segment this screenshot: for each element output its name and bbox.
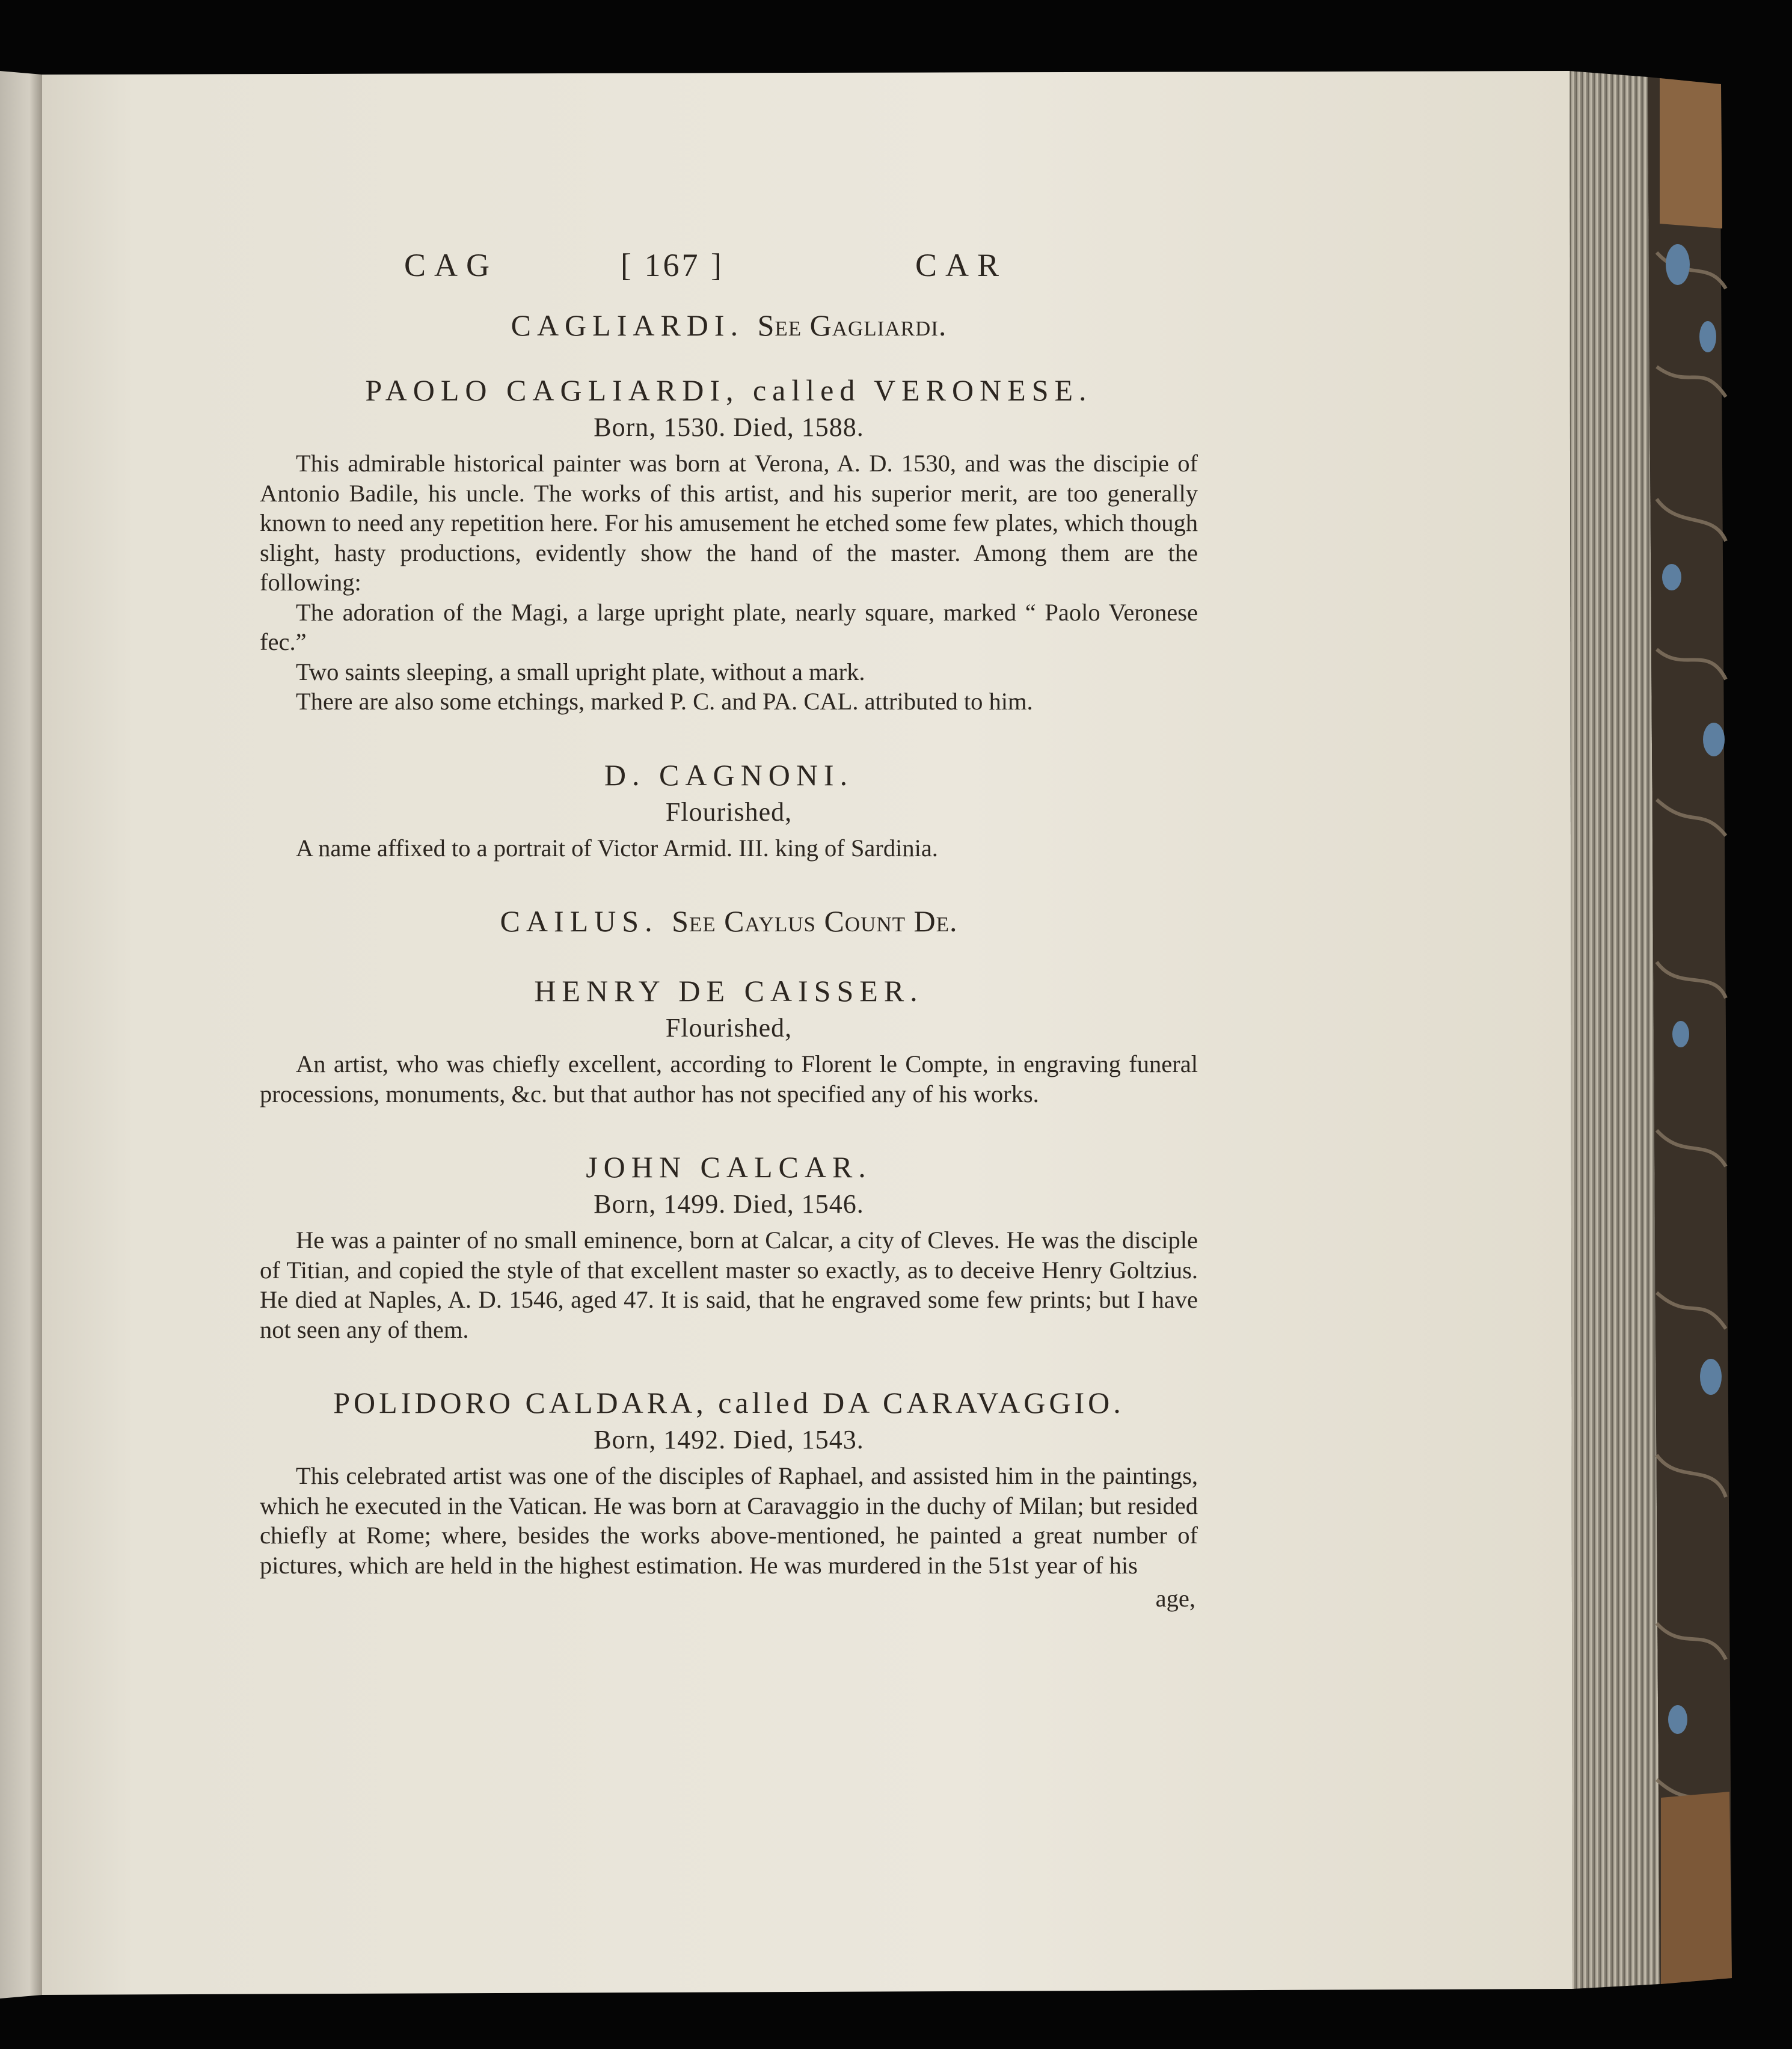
entry-dates: Born, 1499. Died, 1546. (594, 1189, 864, 1219)
entry-paragraph: The adoration of the Magi, a large upright plate, nearly square, marked “ Paolo Veronese fec.” (260, 598, 1198, 655)
running-head-left: CAG (404, 247, 499, 283)
entry-paragraph: An artist, who was chiefly excellent, according to Florent le Compte, in engraving funeral processions, monuments, &c. but that author has not specified any of his works. (260, 1050, 1198, 1107)
entry-heading (260, 305, 1198, 345)
marbled-cover (1648, 77, 1732, 1984)
page-edges (1570, 71, 1660, 1989)
left-page-sliver (0, 71, 42, 1998)
entry-paragraph: This admirable historical painter was born at Verona, A. D. 1530, and was the discipie of Antonio Badile, his uncle. The works of this artist, and his superior merit, are too generally known to need any repetition here. For his amusement he etched some few plates, which though slight, hasty productions, evidently show the hand of the master. Among them are the following: (260, 450, 1198, 596)
entry-dates: Flourished, (665, 1013, 793, 1043)
entry-dates: Born, 1492. Died, 1543. (594, 1425, 864, 1454)
entry-heading: HENRY DE CAISSER. (534, 974, 924, 1008)
entry-paragraph: This celebrated artist was one of the disciples of Raphael, and assisted him in the paintings, which he executed in the Vatican. He was born at Caravaggio in the duchy of Milan; but resided chiefly at Rome; where, besides the works above-mentioned, he painted a great number of pictures, which are held in the highest estimation. He was murdered in the 51st year of his (260, 1462, 1198, 1579)
page-text (260, 247, 1198, 1614)
entry-paragraph: A name affixed to a portrait of Victor Armid. III. king of Sardinia. (296, 834, 938, 862)
entry-dates: Born, 1530. Died, 1588. (594, 412, 864, 442)
cross-reference: See Caylus Count De. (672, 904, 958, 938)
entry-heading: D. CAGNONI. (604, 758, 854, 792)
catchword: age, (1155, 1585, 1195, 1612)
entry-heading: PAOLO CAGLIARDI, called VERONESE. (365, 373, 1093, 407)
entry-heading: POLIDORO CALDARA, called DA CARAVAGGIO. (333, 1386, 1125, 1420)
leather-spine-top (1660, 78, 1722, 228)
leather-spine-bottom (1661, 1792, 1732, 1984)
entry-heading: JOHN CALCAR. (586, 1150, 872, 1184)
entry-paragraph: He was a painter of no small eminence, born at Calcar, a city of Cleves. He was the disciple of Titian, and copied the style of that excellent master so exactly, as to deceive Henry Goltzius. He died at Naples, A. D. 1546, aged 47. It is said, that he engraved some few prints; but I have not seen any of them. (260, 1227, 1198, 1343)
running-head-right: CAR (915, 247, 1008, 283)
entry-dates: Flourished, (665, 797, 793, 827)
entry-heading (260, 901, 1198, 941)
running-head (260, 247, 1198, 301)
entry-heading-name: CAGLIARDI. (511, 308, 744, 342)
page-number: [ 167 ] (621, 247, 724, 283)
entry-paragraph: Two saints sleeping, a small upright plate, without a mark. (296, 658, 865, 685)
entry-paragraph: There are also some etchings, marked P. C. and PA. CAL. attributed to him. (296, 688, 1033, 715)
cross-reference: See Gagliardi. (757, 308, 947, 342)
entry-heading-name: CAILUS. (500, 904, 658, 938)
